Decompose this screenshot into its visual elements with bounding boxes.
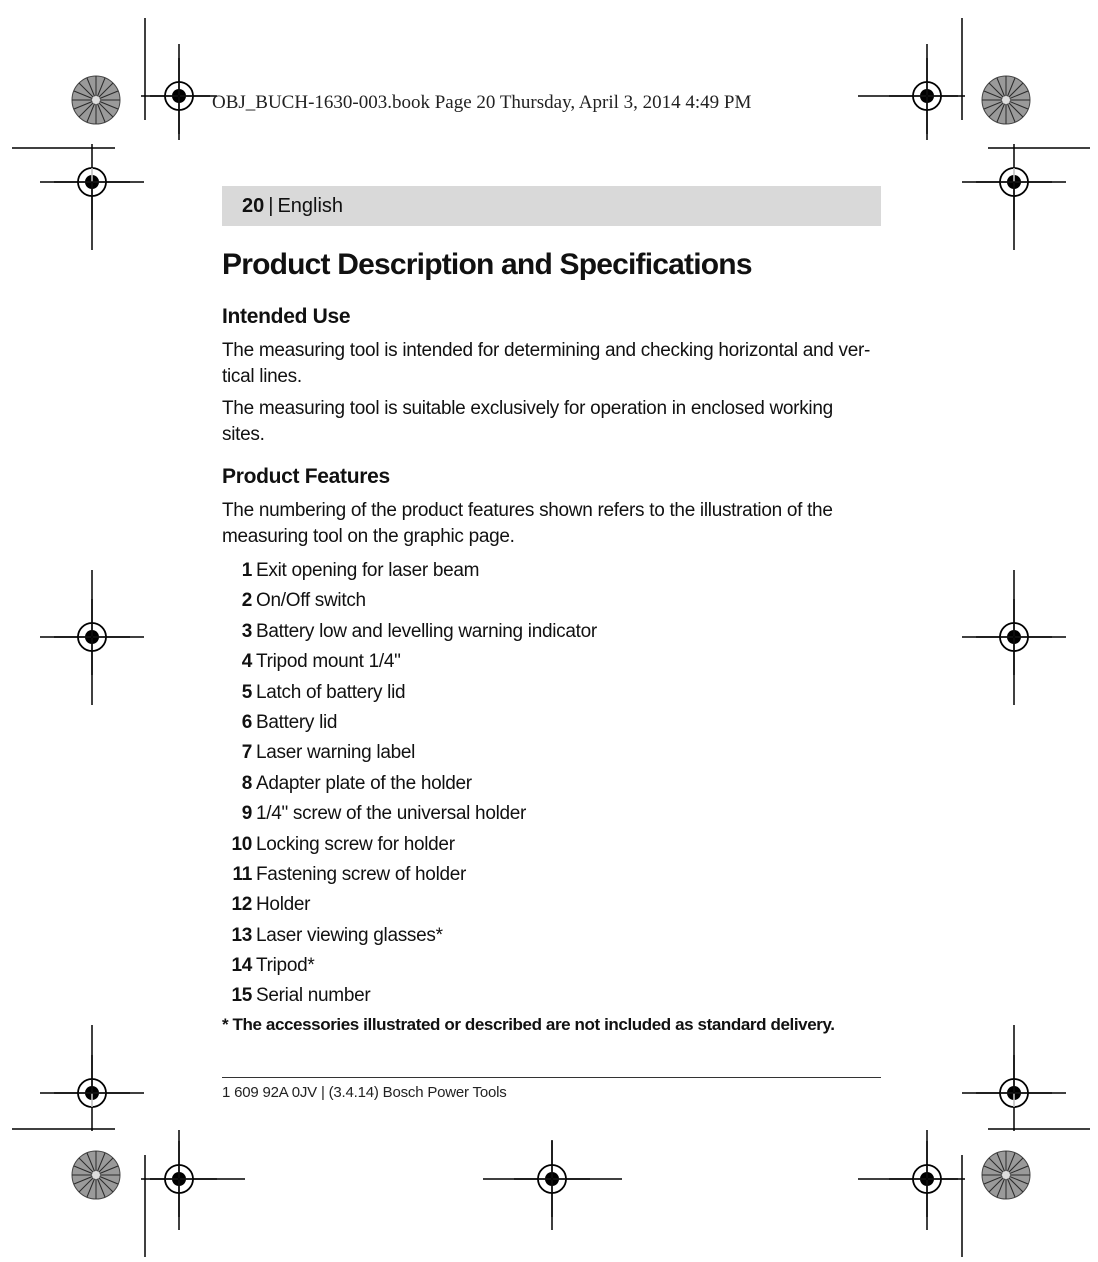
feature-text: Holder <box>256 894 311 916</box>
paragraph-line: The measuring tool is intended for determining and checking horizontal and ver- <box>222 340 871 361</box>
list-item <box>222 678 882 708</box>
page-number: 20 <box>242 194 265 217</box>
feature-number: 11 <box>232 863 252 885</box>
list-item <box>222 556 882 586</box>
feature-text: Latch of battery lid <box>256 681 406 703</box>
accessories-footnote: * The accessories illustrated or described are not included as standard delivery. <box>222 1014 835 1034</box>
list-item <box>222 981 882 1011</box>
feature-number: 4 <box>241 651 252 673</box>
list-item <box>222 769 882 799</box>
paragraph-line: The measuring tool is suitable exclusively for operation in enclosed working <box>222 398 833 419</box>
list-item <box>222 617 882 647</box>
intended-use-paragraph-2 <box>222 396 882 448</box>
color-target-top-right <box>982 76 1030 124</box>
book-slug-line: OBJ_BUCH-1630-003.book Page 20 Thursday, April 3, 2014 4:49 PM <box>212 92 752 113</box>
intended-use-paragraph-1 <box>222 338 882 390</box>
feature-text: Locking screw for holder <box>256 833 455 855</box>
paragraph-line: tical lines. <box>222 366 302 387</box>
feature-text: Battery low and levelling warning indicator <box>256 620 597 642</box>
header-language: English <box>277 194 344 217</box>
color-target-top-left <box>72 76 120 124</box>
feature-number: 13 <box>231 924 252 946</box>
page-title: Product Description and Specifications <box>222 248 752 281</box>
list-item <box>222 921 882 951</box>
product-features-intro <box>222 498 882 550</box>
feature-number: 2 <box>241 590 252 612</box>
list-item <box>222 708 882 738</box>
list-item <box>222 799 882 829</box>
feature-text: Laser viewing glasses* <box>256 924 443 946</box>
paragraph-line: sites. <box>222 424 265 445</box>
feature-text: Battery lid <box>256 711 338 733</box>
feature-number: 5 <box>241 681 252 703</box>
feature-text: Laser warning label <box>256 742 416 764</box>
list-item <box>222 890 882 920</box>
paragraph-line: The numbering of the product features shown refers to the illustration of the <box>222 500 833 521</box>
color-target-bottom-right <box>982 1151 1030 1199</box>
feature-number: 14 <box>231 955 252 977</box>
feature-text: 1/4" screw of the universal holder <box>256 803 527 825</box>
feature-number: 15 <box>231 985 252 1007</box>
list-item <box>222 951 882 981</box>
list-item <box>222 830 882 860</box>
feature-text: Tripod* <box>256 955 315 977</box>
page-header-bar <box>222 186 881 226</box>
feature-text: Serial number <box>256 985 371 1007</box>
feature-number: 10 <box>231 833 252 855</box>
feature-text: Adapter plate of the holder <box>256 772 472 794</box>
feature-number: 7 <box>241 742 252 764</box>
feature-text: Tripod mount 1/4" <box>256 651 401 673</box>
feature-number: 8 <box>241 772 252 794</box>
paragraph-line: measuring tool on the graphic page. <box>222 526 515 547</box>
intended-use-heading: Intended Use <box>222 305 351 328</box>
features-list <box>222 556 882 1012</box>
list-item <box>222 647 882 677</box>
feature-number: 12 <box>231 894 252 916</box>
product-features-heading: Product Features <box>222 465 390 488</box>
header-separator: | <box>268 194 274 217</box>
list-item <box>222 860 882 890</box>
feature-text: Fastening screw of holder <box>256 863 467 885</box>
page-footer: 1 609 92A 0JV | (3.4.14) Bosch Power Tools <box>222 1084 507 1101</box>
color-target-bottom-left <box>72 1151 120 1199</box>
list-item <box>222 738 882 768</box>
feature-text: Exit opening for laser beam <box>256 560 480 581</box>
feature-number: 3 <box>241 620 252 642</box>
feature-number: 1 <box>241 560 252 581</box>
page-content <box>222 236 882 1038</box>
feature-text: On/Off switch <box>256 590 366 612</box>
footer-divider <box>222 1077 881 1078</box>
feature-number: 6 <box>241 711 252 733</box>
feature-number: 9 <box>241 803 252 825</box>
list-item <box>222 586 882 616</box>
